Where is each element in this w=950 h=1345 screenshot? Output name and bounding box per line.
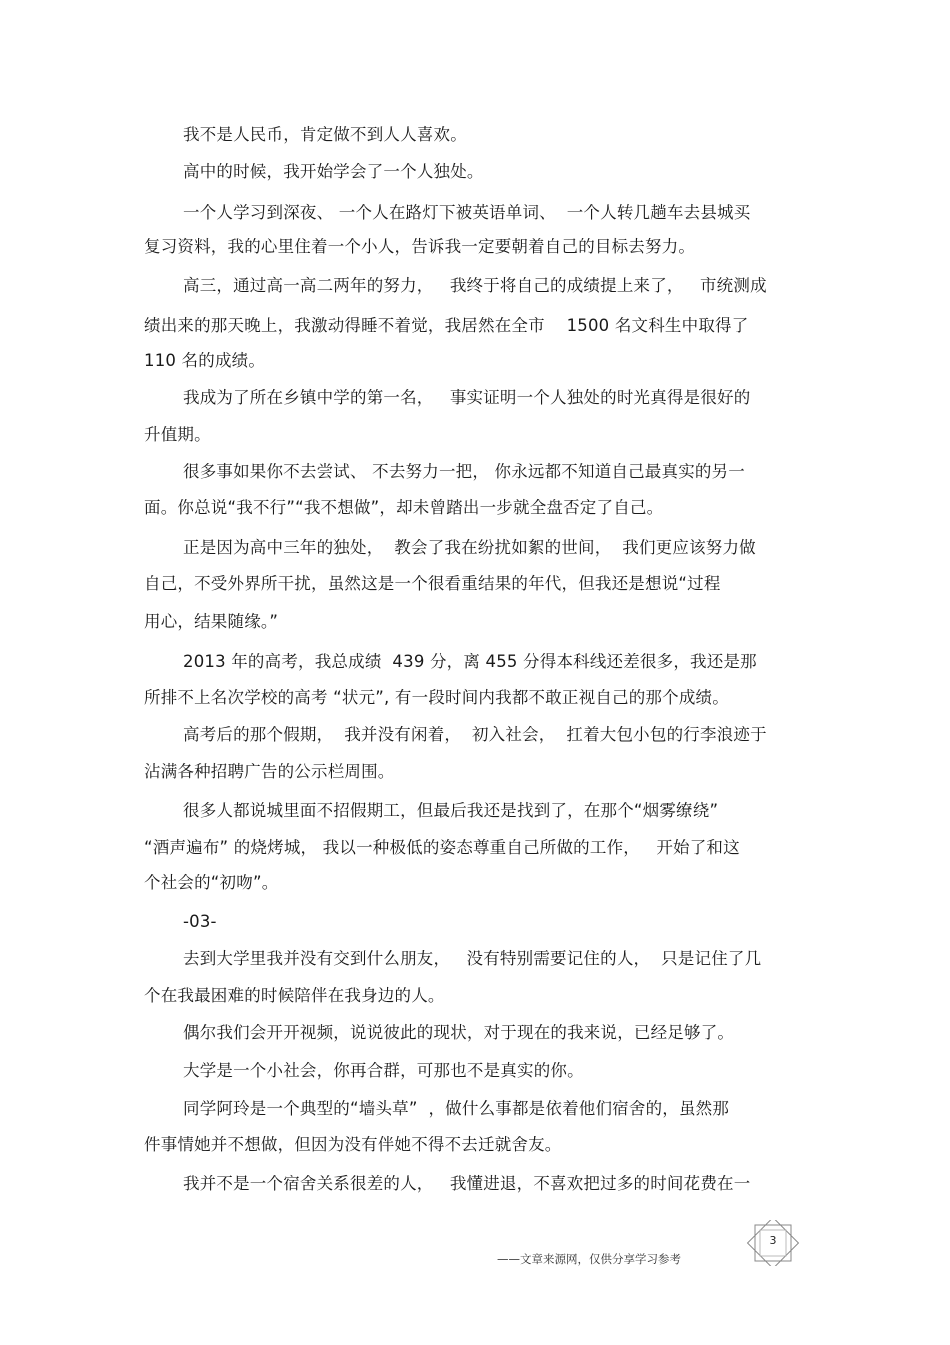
text-line: 绩出来的那天晚上，我激动得睡不着觉，我居然在全市 1500 名文科生中取得了 (144, 316, 749, 335)
text-line: “酒声遍布” 的烧烤城， 我以一种极低的姿态尊重自己所做的工作， 开始了和这 (144, 838, 740, 857)
text-line: 用心，结果随缘。” (144, 612, 279, 631)
text-line: 很多事如果你不去尝试、 不去努力一把， 你永远都不知道自己最真实的另一 (183, 462, 745, 481)
text-line: 面。你总说“我不行”“我不想做”，却未曾踏出一步就全盘否定了自己。 (144, 498, 664, 517)
text-line: 同学阿玲是一个典型的“墙头草” ，做什么事都是依着他们宿舍的，虽然那 (183, 1099, 730, 1118)
text-line: 沾满各种招聘广告的公示栏周围。 (144, 762, 395, 781)
text-line: 个在我最困难的时候陪伴在我身边的人。 (144, 986, 445, 1005)
text-line: 我不是人民币，肯定做不到人人喜欢。 (183, 125, 467, 144)
text-line: 偶尔我们会开开视频，说说彼此的现状，对于现在的我来说，已经足够了。 (183, 1023, 735, 1042)
text-line: 个社会的“初吻”。 (144, 873, 279, 892)
text-line: 所排不上名次学校的高考 “状元”, 有一段时间内我都不敢正视自己的那个成绩。 (144, 688, 729, 707)
text-line: 高中的时候，我开始学会了一个人独处。 (183, 162, 484, 181)
page-number-badge (746, 1220, 800, 1266)
text-line: 升值期。 (144, 425, 211, 444)
text-line: 去到大学里我并没有交到什么朋友， 没有特别需要记住的人， 只是记住了几 (183, 949, 762, 968)
text-line: 大学是一个小社会，你再合群，可那也不是真实的你。 (183, 1061, 584, 1080)
text-line: 我成为了所在乡镇中学的第一名， 事实证明一个人独处的时光真得是很好的 (183, 388, 751, 407)
text-line: 自己，不受外界所干扰，虽然这是一个很看重结果的年代，但我还是想说“过程 (144, 574, 721, 593)
text-line: 我并不是一个宿舍关系很差的人， 我懂进退，不喜欢把过多的时间花费在一 (183, 1174, 751, 1193)
text-line: -03- (183, 912, 217, 931)
footer-source-note: ——文章来源网，仅供分享学习参考 (497, 1252, 681, 1266)
text-line: 很多人都说城里面不招假期工，但最后我还是找到了，在那个“烟雾缭绕” (183, 801, 719, 820)
text-line: 2013 年的高考，我总成绩 439 分，离 455 分得本科线还差很多，我还是那 (183, 652, 757, 671)
text-line: 高考后的那个假期， 我并没有闲着， 初入社会， 扛着大包小包的行李浪迹于 (183, 725, 767, 744)
text-line: 110 名的成绩。 (144, 351, 266, 370)
text-line: 高三，通过高一高二两年的努力， 我终于将自己的成绩提上来了， 市统测成 (183, 276, 767, 295)
text-line: 正是因为高中三年的独处， 教会了我在纷扰如絮的世间， 我们更应该努力做 (183, 538, 756, 557)
text-line: 复习资料，我的心里住着一个小人，告诉我一定要朝着自己的目标去努力。 (144, 237, 696, 256)
text-line: 一个人学习到深夜、 一个人在路灯下被英语单词、 一个人转几趟车去县城买 (183, 203, 751, 222)
page-number: 3 (769, 1234, 777, 1247)
text-line: 件事情她并不想做，但因为没有伴她不得不去迁就舍友。 (144, 1135, 562, 1154)
